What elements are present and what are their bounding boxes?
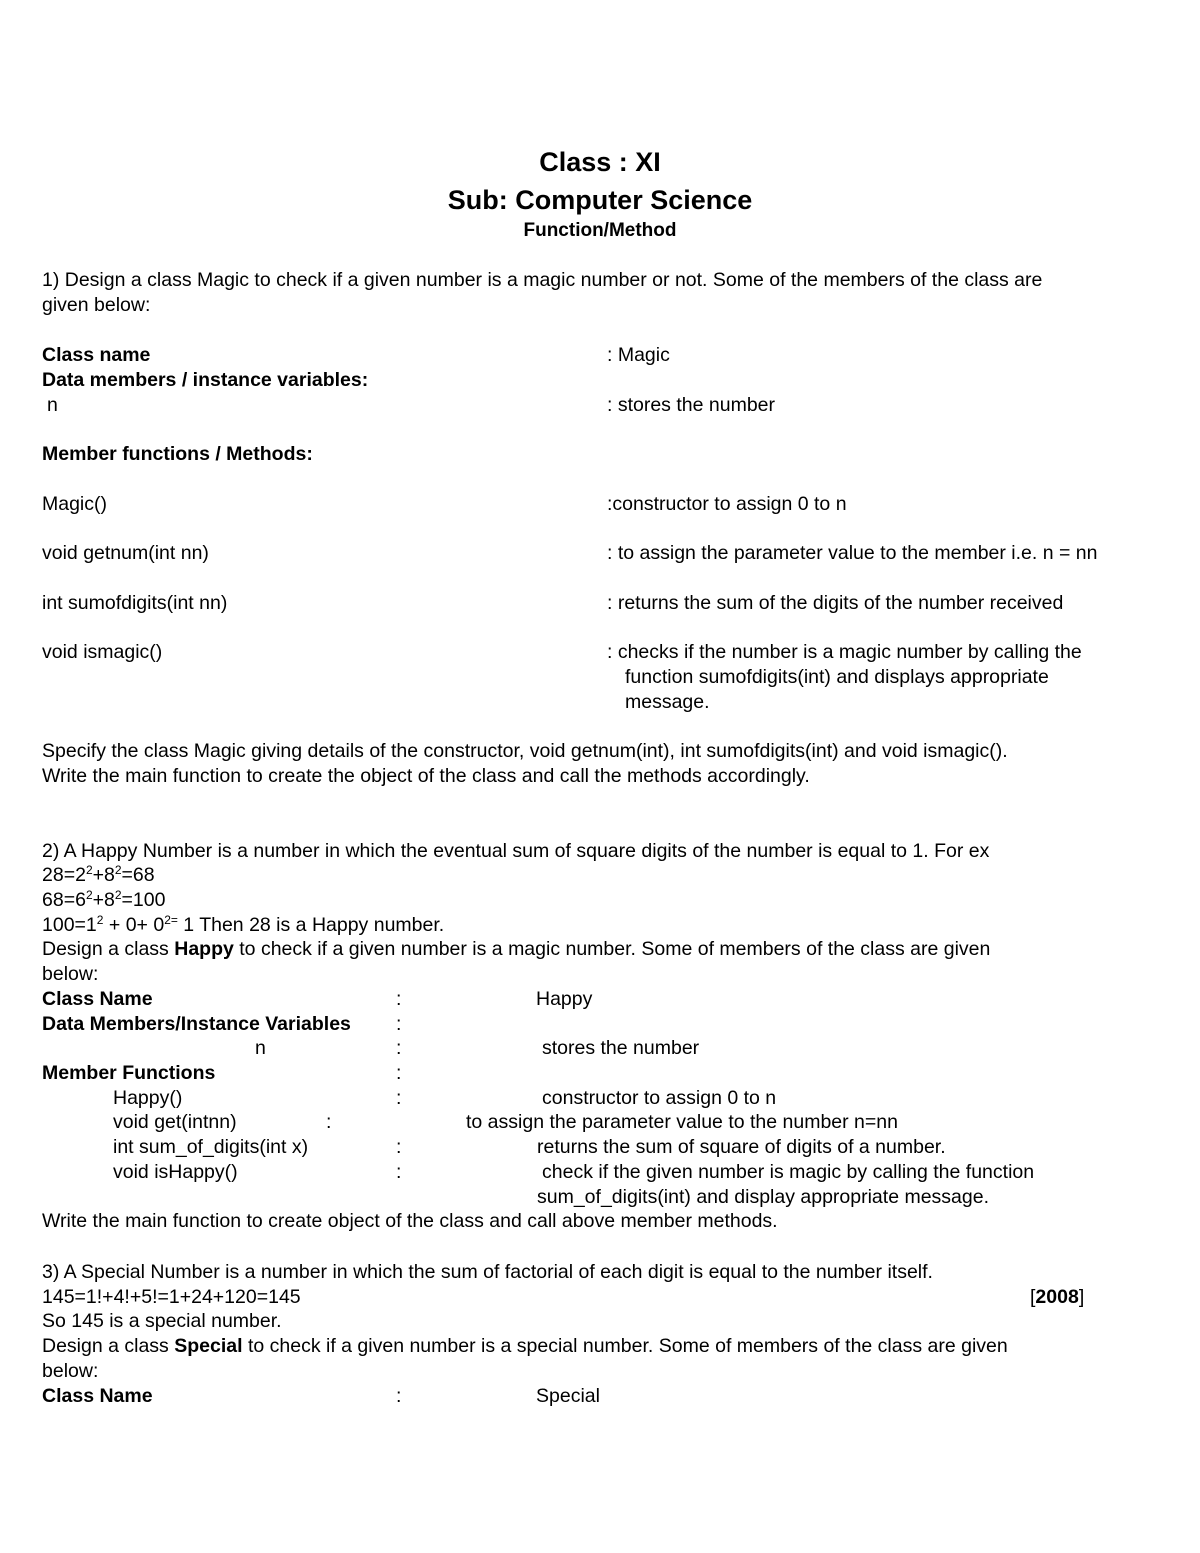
q3-colon: : — [396, 1385, 402, 1407]
q1-method-3-description: : returns the sum of the digits of the number received — [607, 592, 1064, 614]
q3-intro: 3) A Special Number is a number in which the sum of factorial of each digit is equal to the number itself. — [42, 1261, 933, 1283]
q2-class-happy-bold: Happy — [174, 938, 234, 960]
q1-outro-line-2: Write the main function to create the object of the class and call the methods accordingly. — [42, 765, 810, 787]
q2-function-2-signature: void get(intnn) — [113, 1111, 237, 1133]
q2-class-name-label: Class Name — [42, 988, 153, 1010]
q1-var-n-desc: : stores the number — [607, 394, 775, 416]
q2-example-1: $28=2^2+8^2=68$ — [42, 863, 155, 886]
q3-class-special-bold: Special — [174, 1335, 243, 1357]
q1-intro-line-1: 1) Design a class Magic to check if a given number is a magic number or not. Some of the members of the class are — [42, 269, 1043, 291]
q1-method-4-signature: void ismagic() — [42, 641, 163, 663]
q3-design-line-1: Design a class Special to check if a given number is a special number. Some of members of the class are given — [42, 1335, 1008, 1357]
topic-heading: Function/Method — [523, 220, 677, 241]
q2-colon: : — [396, 1087, 402, 1109]
q2-colon: : — [396, 1037, 402, 1059]
q2-var-n: n — [255, 1037, 266, 1059]
q2-example-3: $100=1^2 + 0+ 0^{2=}$ 1 Then 28 is a Happy number. — [42, 913, 445, 936]
q3-class-name-value: Special — [536, 1385, 600, 1407]
q2-design-line-2: below: — [42, 963, 99, 985]
q2-member-functions-label: Member Functions — [42, 1062, 216, 1084]
q2-function-1-signature: Happy() — [113, 1087, 183, 1109]
q2-colon: : — [396, 1136, 402, 1158]
q2-colon: : — [396, 988, 402, 1010]
q2-function-2-description: to assign the parameter value to the number n=nn — [466, 1111, 898, 1133]
q2-intro: 2) A Happy Number is a number in which the eventual sum of square digits of the number is equal to 1. For ex — [42, 840, 990, 862]
q1-var-n: n — [47, 394, 58, 416]
q1-method-3-signature: int sumofdigits(int nn) — [42, 592, 228, 614]
q2-var-n-desc: stores the number — [542, 1037, 700, 1059]
q3-year-tag: [2008] — [1030, 1286, 1085, 1308]
q1-method-4-description-1: : checks if the number is a magic number by calling the — [607, 641, 1082, 663]
q2-design-line-1: Design a class Happy to check if a given number is a magic number. Some of members of the class are given — [42, 938, 991, 960]
q2-colon: : — [396, 1161, 402, 1183]
q2-function-4-description-1: check if the given number is magic by calling the function — [542, 1161, 1035, 1183]
q3-class-name-label: Class Name — [42, 1385, 153, 1407]
q2-colon: : — [396, 1062, 402, 1084]
q3-so-line: So 145 is a special number. — [42, 1310, 282, 1332]
q1-methods-label: Member functions / Methods: — [42, 443, 313, 465]
q2-colon: : — [396, 1013, 402, 1035]
q1-method-1-signature: Magic() — [42, 493, 108, 515]
q2-function-1-description: constructor to assign 0 to n — [542, 1087, 777, 1109]
q2-example-2: $68=6^2+8^2=100$ — [42, 888, 166, 911]
q1-data-members-label: Data members / instance variables: — [42, 369, 369, 391]
q2-function-4-signature: void isHappy() — [113, 1161, 238, 1183]
q1-method-4-description-2: function sumofdigits(int) and displays appropriate — [625, 666, 1049, 688]
q2-outro: Write the main function to create object of the class and call above member methods. — [42, 1210, 778, 1232]
q1-method-1-description: :constructor to assign 0 to n — [607, 493, 847, 515]
q1-outro-line-1: Specify the class Magic giving details of the constructor, void getnum(int), int sumofdigits(int) and void ismagic(). — [42, 740, 1008, 762]
q2-function-3-description: returns the sum of square of digits of a number. — [537, 1136, 946, 1158]
q1-method-2-description: : to assign the parameter value to the member i.e. n = nn — [607, 542, 1098, 564]
subject-heading: Sub: Computer Science — [447, 185, 753, 215]
q1-class-name-value: : Magic — [607, 344, 670, 366]
class-heading: Class : XI — [539, 147, 661, 177]
q2-function-3-signature: int sum_of_digits(int x) — [113, 1136, 309, 1158]
q1-method-4-description-3: message. — [625, 691, 710, 713]
q2-class-name-value: Happy — [536, 988, 593, 1010]
q2-colon: : — [326, 1111, 332, 1133]
q2-data-members-label: Data Members/Instance Variables — [42, 1013, 351, 1035]
q2-function-4-description-2: sum_of_digits(int) and display appropriate message. — [537, 1186, 989, 1208]
q3-design-line-2: below: — [42, 1360, 99, 1382]
q1-method-2-signature: void getnum(int nn) — [42, 542, 209, 564]
q1-intro-line-2: given below: — [42, 294, 151, 316]
q1-class-name-label: Class name — [42, 344, 151, 366]
q3-example: 145=1!+4!+5!=1+24+120=145 — [42, 1286, 301, 1308]
